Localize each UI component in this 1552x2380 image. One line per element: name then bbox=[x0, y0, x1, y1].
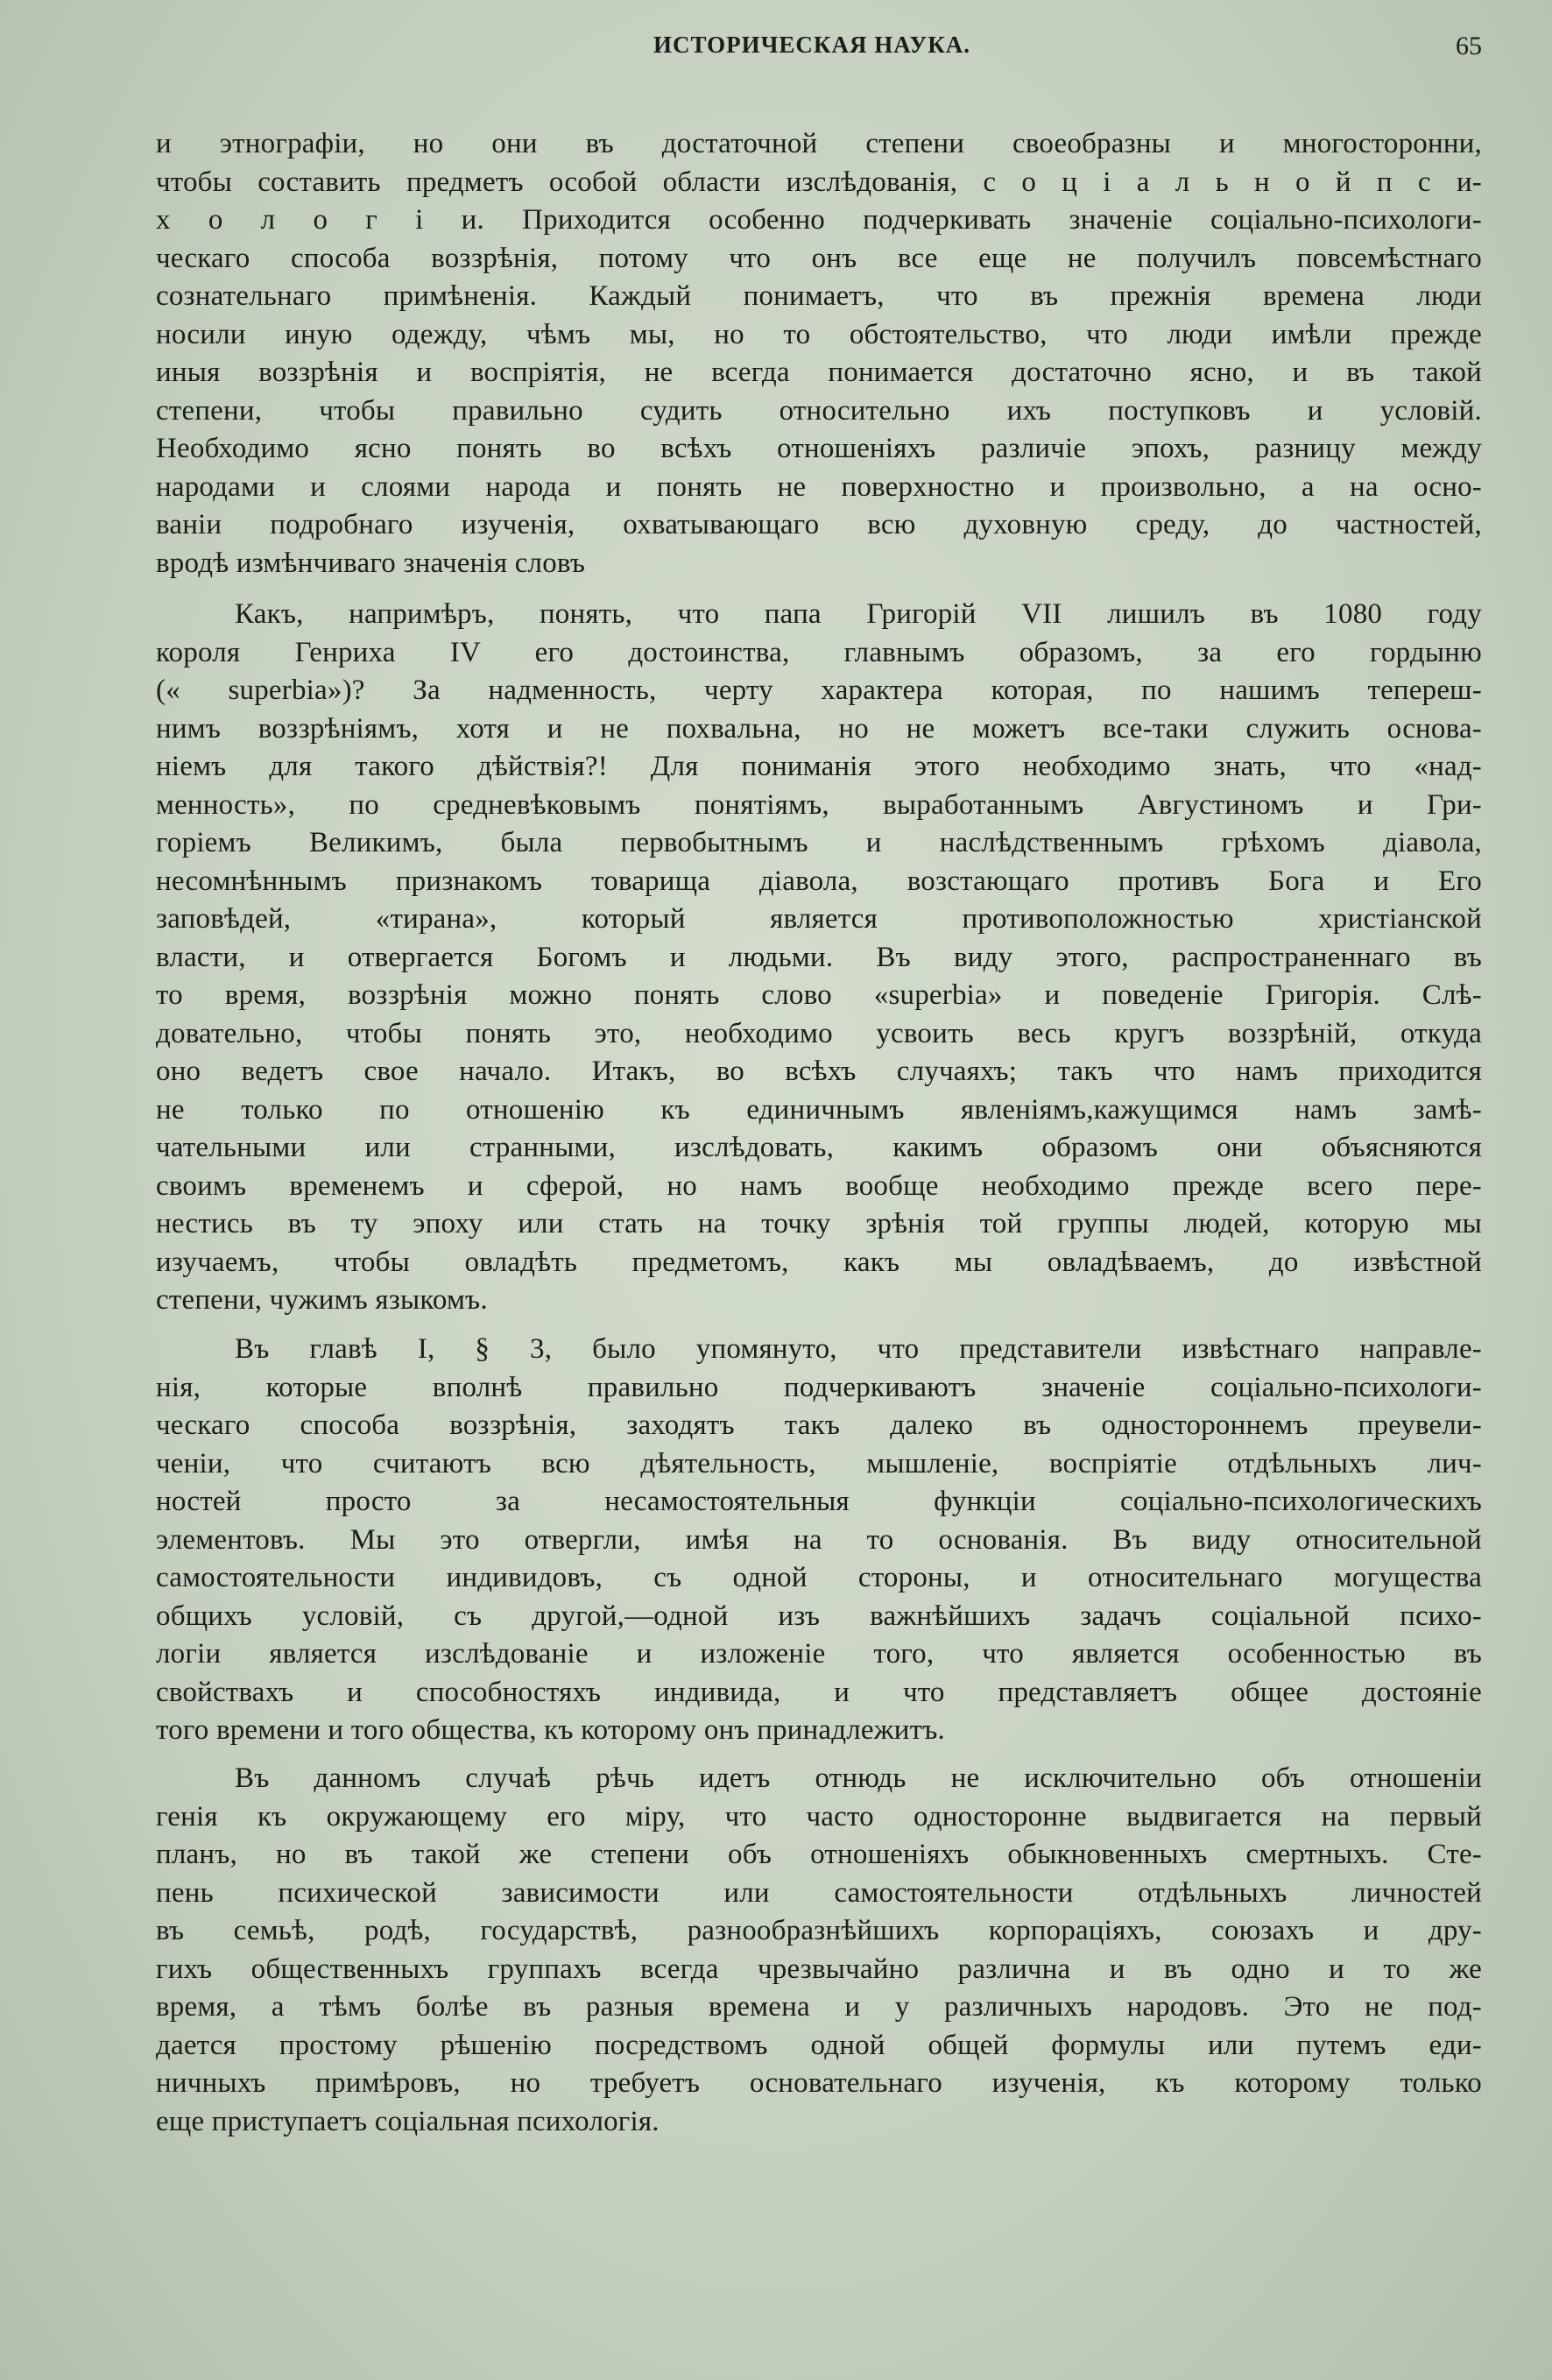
text-line: самостоятельности индивидовъ, съ одной стороны, и относительнаго могущества bbox=[156, 1562, 1482, 1593]
text-line: чательными или странными, изслѣдовать, какимъ образомъ они объясняются bbox=[156, 1132, 1482, 1163]
paragraph-4 bbox=[156, 1760, 1482, 2141]
text-line: еще приступаетъ соціальная психологія. bbox=[156, 2105, 660, 2137]
text-line: пень психической зависимости или самостоятельности отдѣльныхъ личностей bbox=[156, 1876, 1482, 1909]
text-line: ніемъ для такого дѣйствія?! Для пониманія этого необходимо знать, что «над- bbox=[156, 751, 1482, 782]
running-head bbox=[0, 32, 1552, 67]
text-line: не только по отношенію къ единичнымъ явленіямъ,кажущимся намъ замѣ- bbox=[156, 1093, 1482, 1126]
text-line: нестись въ ту эпоху или стать на точку зрѣнія той группы людей, которую мы bbox=[156, 1208, 1482, 1239]
text-line: заповѣдей, «тирана», который является противоположностью христіанской bbox=[156, 903, 1482, 935]
text-line: степени, чужимъ языкомъ. bbox=[156, 1284, 488, 1316]
paragraph-2 bbox=[156, 596, 1482, 1320]
text-line: Въ данномъ случаѣ рѣчь идетъ отнюдь не исключительно объ отношеніи bbox=[235, 1762, 1482, 1794]
text-line: оно ведетъ свое начало. Итакъ, во всѣхъ случаяхъ; такъ что намъ приходится bbox=[156, 1056, 1482, 1087]
text-line: генія къ окружающему его міру, что часто односторонне выдвигается на первый bbox=[156, 1800, 1482, 1833]
text-line: народами и слоями народа и понять не поверхностно и произвольно, а на осно- bbox=[156, 470, 1482, 503]
text-line: ческаго способа воззрѣнія, потому что онъ все еще не получилъ повсемѣстнаго bbox=[156, 242, 1482, 274]
text-line: ческаго способа воззрѣнія, заходятъ такъ далеко въ одностороннемъ преувели- bbox=[156, 1409, 1482, 1441]
text-line: изучаемъ, чтобы овладѣть предметомъ, какъ мы овладѣваемъ, до извѣстной bbox=[156, 1246, 1482, 1278]
text-line: логіи является изслѣдованіе и изложеніе того, что является особенностью въ bbox=[156, 1638, 1482, 1670]
text-line: планъ, но въ такой же степени объ отношеніяхъ обыкновенныхъ смертныхъ. Сте- bbox=[156, 1839, 1482, 1870]
text-line: горіемъ Великимъ, была первобытнымъ и наслѣдственнымъ грѣхомъ діавола, bbox=[156, 827, 1482, 858]
running-title: ИСТОРИЧЕСКАЯ НАУКА. bbox=[653, 32, 971, 58]
paragraph-1 bbox=[156, 125, 1482, 583]
text-line: короля Генриха IV его достоинства, главнымъ образомъ, за его гордыню bbox=[156, 636, 1482, 668]
text-line: общихъ условій, съ другой,—одной изъ важнѣйшихъ задачъ соціальной психо- bbox=[156, 1600, 1482, 1632]
text-line: х о л о г і и. Приходится особенно подчеркивать значеніе соціально-психологи- bbox=[156, 204, 1482, 236]
text-line: и этнографіи, но они въ достаточной степени своеобразны и многосторонни, bbox=[156, 128, 1482, 159]
text-line: (« superbia»)? За надменность, черту характера которая, по нашимъ тепереш- bbox=[156, 674, 1482, 706]
text-line: ваніи подробнаго изученія, охватывающаго всю духовную среду, до частностей, bbox=[156, 509, 1482, 540]
text-line: чтобы составить предметъ особой области изслѣдованія, с о ц і а л ь н о й п с и- bbox=[156, 166, 1482, 198]
text-line: нимъ воззрѣніямъ, хотя и не похвальна, но не можетъ все-таки служить основа- bbox=[156, 712, 1482, 745]
text-line: элементовъ. Мы это отвергли, имѣя на то основанія. Въ виду относительной bbox=[156, 1523, 1482, 1556]
text-line: несомнѣннымъ признакомъ товарища діавола, возстающаго противъ Бога и Его bbox=[156, 865, 1482, 897]
text-line: власти, и отвергается Богомъ и людьми. Въ виду этого, распространеннаго въ bbox=[156, 941, 1482, 973]
text-line: свойствахъ и способностяхъ индивида, и что представляетъ общее достояніе bbox=[156, 1676, 1482, 1708]
text-line: ченіи, что считаютъ всю дѣятельность, мышленіе, воспріятіе отдѣльныхъ лич- bbox=[156, 1447, 1482, 1480]
text-line: то время, воззрѣнія можно понять слово «superbia» и поведеніе Григорія. Слѣ- bbox=[156, 979, 1482, 1011]
text-line: вродѣ измѣнчиваго значенія словъ bbox=[156, 547, 586, 579]
text-line: сознательнаго примѣненія. Каждый понимаетъ, что въ прежнія времена люди bbox=[156, 280, 1482, 312]
text-line: ностей просто за несамостоятельныя функціи соціально-психологическихъ bbox=[156, 1486, 1482, 1517]
text-line: довательно, чтобы понять это, необходимо усвоить весь кругъ воззрѣній, откуда bbox=[156, 1017, 1482, 1049]
text-line: своимъ временемъ и сферой, но намъ вообще необходимо прежде всего пере- bbox=[156, 1169, 1482, 1202]
text-line: иныя воззрѣнія и воспріятія, не всегда понимается достаточно ясно, и въ такой bbox=[156, 357, 1482, 388]
text-line: въ семьѣ, родѣ, государствѣ, разнообразнѣйшихъ корпораціяхъ, союзахъ и дру- bbox=[156, 1915, 1482, 1946]
text-line: Какъ, напримѣръ, понять, что папа Григорій VII лишилъ въ 1080 году bbox=[235, 598, 1482, 630]
text-line: Въ главѣ I, § 3, было упомянуто, что представители извѣстнаго направле- bbox=[235, 1333, 1482, 1365]
text-line: менность», по средневѣковымъ понятіямъ, выработаннымъ Августиномъ и Гри- bbox=[156, 788, 1482, 821]
text-line: Необходимо ясно понять во всѣхъ отношеніяхъ различіе эпохъ, разницу между bbox=[156, 433, 1482, 464]
text-line: нія, которые вполнѣ правильно подчеркиваютъ значеніе соціально-психологи- bbox=[156, 1371, 1482, 1403]
text-line: степени, чтобы правильно судить относительно ихъ поступковъ и условій. bbox=[156, 394, 1482, 427]
text-line: того времени и того общества, къ которому онъ принадлежитъ. bbox=[156, 1714, 945, 1746]
text-line: носили иную одежду, чѣмъ мы, но то обстоятельство, что люди имѣли прежде bbox=[156, 318, 1482, 350]
text-line: ничныхъ примѣровъ, но требуетъ основательнаго изученія, къ которому только bbox=[156, 2067, 1482, 2099]
text-line: время, а тѣмъ болѣе въ разныя времена и у различныхъ народовъ. Это не под- bbox=[156, 1991, 1482, 2023]
text-line: гихъ общественныхъ группахъ всегда чрезвычайно различна и въ одно и то же bbox=[156, 1953, 1482, 1985]
page-number: 65 bbox=[1456, 32, 1482, 60]
paragraph-3 bbox=[156, 1331, 1482, 1750]
text-line: дается простому рѣшенію посредствомъ одной общей формулы или путемъ еди- bbox=[156, 2029, 1482, 2061]
